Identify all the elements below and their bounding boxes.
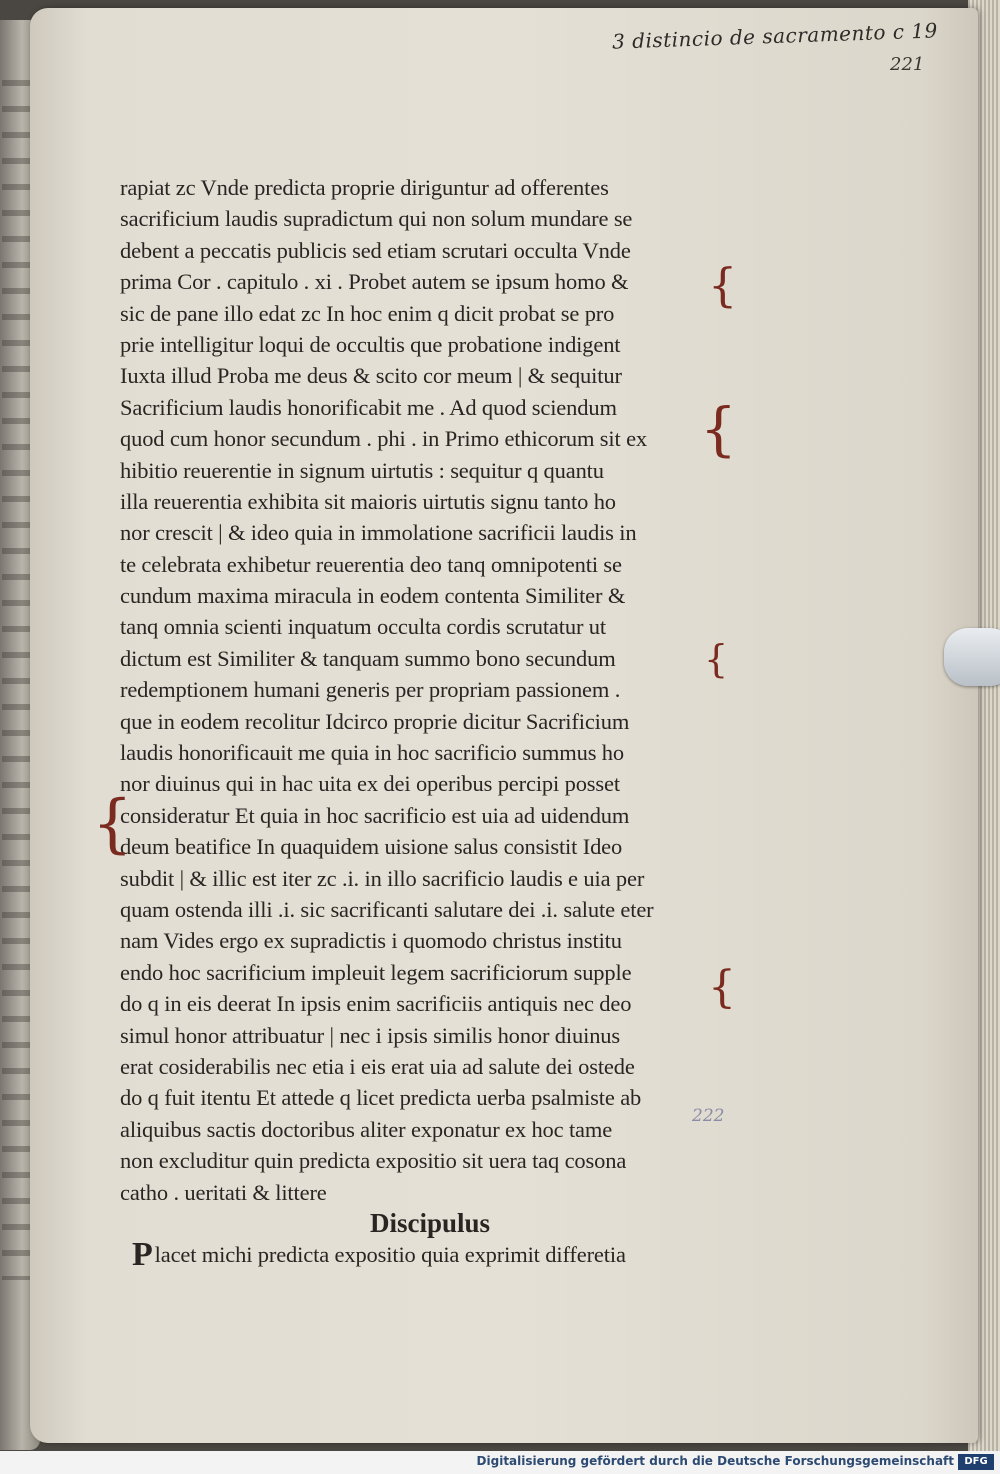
text-line: prima Cor . capitulo . xi . Probet autem se ipsum homo &	[120, 269, 629, 295]
text-line: aliquibus sactis doctoribus aliter exponatur ex hoc tame	[120, 1116, 613, 1142]
text-line: tanq omnia scienti inquatum occulta cordis scrutatur ut	[120, 614, 606, 640]
text-line: deum beatifice In quaquidem uisione salus consistit Ideo	[120, 834, 623, 860]
printed-text-block	[120, 172, 720, 1274]
text-line: nor crescit | & ideo quia in immolatione sacrificii laudis in	[120, 520, 637, 546]
text-line: prie intelligitur loqui de occultis que probatione indigent	[120, 331, 621, 357]
book-clip	[944, 628, 1000, 686]
text-line: erat cosiderabilis nec etia i eis erat uia ad salute dei ostede	[120, 1053, 635, 1079]
text-line: non excluditur quin predicta expositio sit uera taq cosona	[120, 1148, 627, 1174]
head-annotation: 3 distincio de sacramento c 19	[611, 18, 939, 54]
text-line: debent a peccatis publicis sed etiam scrutari occulta Vnde	[120, 237, 631, 263]
margin-brace-mark: {	[708, 258, 738, 312]
text-line: Iuxta illud Proba me deus & scito cor meum | & sequitur	[120, 363, 622, 389]
text-line	[120, 1236, 720, 1274]
digitization-footer	[0, 1451, 1000, 1474]
text-line: catho . ueritati & littere	[120, 1179, 327, 1205]
text-line: subdit | & illic est iter zc .i. in illo sacrificio laudis e uia per	[120, 865, 645, 891]
margin-brace-mark: {	[92, 787, 133, 861]
text-line: illa reuerentia exhibita sit maioris uirtutis signu tanto ho	[120, 488, 616, 514]
decorated-initial: P	[132, 1236, 153, 1274]
text-line: do q in eis deerat In ipsis enim sacrificiis antiquis nec deo	[120, 991, 632, 1017]
text-line: redemptionem humani generis per propriam passionem .	[120, 677, 621, 703]
text-line: simul honor attribuatur | nec i ipsis similis honor diuinus	[120, 1022, 621, 1048]
text-line: sacrificium laudis supradictum qui non solum mundare se	[120, 206, 633, 232]
text-line: te celebrata exhibetur reuerentia deo tanq omnipotenti se	[120, 551, 622, 577]
pencil-annotation: 222	[692, 1106, 725, 1126]
text-line: sic de pane illo edat zc In hoc enim q dicit probat se pro	[120, 300, 615, 326]
text-line: consideratur Et quia in hoc sacrificio est uia ad uidendum	[120, 802, 630, 828]
text-line: hibitio reuerentie in signum uirtutis : sequitur q quantu	[120, 457, 604, 483]
text-line-content: lacet michi predicta expositio quia exprimit differetia	[154, 1242, 626, 1268]
text-line: quod cum honor secundum . phi . in Primo ethicorum sit ex	[120, 426, 648, 452]
margin-brace-mark: {	[704, 637, 729, 681]
margin-brace-mark: {	[708, 962, 736, 1013]
text-line: endo hoc sacrificium impleuit legem sacrificiorum supple	[120, 959, 632, 985]
text-line: Sacrificium laudis honorificabit me . Ad quod sciendum	[120, 394, 617, 420]
margin-brace-mark: {	[700, 395, 737, 463]
text-line: rapiat zc Vnde predicta proprie diriguntur ad offerentes	[120, 175, 609, 200]
text-line: quam ostenda illi .i. sic sacrificanti salutare dei .i. salute eter	[120, 896, 654, 922]
text-line: nor diuinus qui in hac uita ex dei operibus percipi posset	[120, 771, 620, 797]
text-line: cundum maxima miracula in eodem contenta Similiter &	[120, 583, 626, 609]
footer-credit: Digitalisierung gefördert durch die Deutsche Forschungsgemeinschaft	[476, 1454, 954, 1468]
dfg-logo: DFG	[958, 1454, 994, 1470]
text-line: laudis honorificauit me quia in hoc sacrificio summus ho	[120, 740, 624, 766]
section-heading: Discipulus	[370, 1207, 491, 1238]
text-line: do q fuit itentu Et attede q licet predicta uerba psalmiste ab	[120, 1085, 642, 1111]
text-line: que in eodem recolitur Idcirco proprie dicitur Sacrificium	[120, 708, 630, 734]
folio-number: 221	[890, 54, 925, 75]
text-line: dictum est Similiter & tanquam summo bono secundum	[120, 645, 616, 671]
text-line: nam Vides ergo ex supradictis i quomodo christus institu	[120, 928, 622, 954]
